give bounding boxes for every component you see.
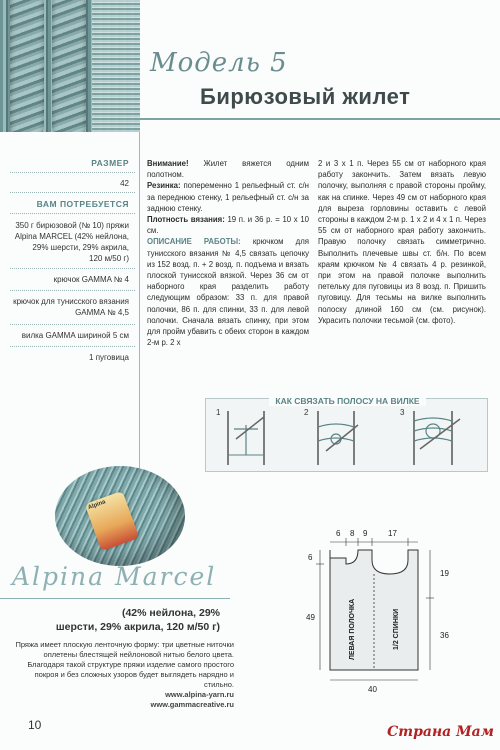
material-tunisian-hook: крючок для тунисского вязания GAMMA № 4,5 [13, 297, 129, 317]
yarn-urls [40, 690, 234, 710]
fork-step-1 [228, 411, 264, 465]
step-number-2: 2 [304, 408, 309, 417]
piece-right-label: 1/2 СПИНКИ [393, 608, 400, 650]
dim-bottom: 40 [368, 685, 377, 694]
yarn-brand-name: Alpina Marcel [12, 562, 217, 591]
dim-left-main: 49 [306, 613, 315, 622]
dim-right-main: 36 [440, 631, 449, 640]
yarn-composition: (42% нейлона, 29% шерсти, 29% акрила, 120 м/50 г) [55, 607, 220, 633]
material-fork: вилка GAMMA шириной 5 см [21, 331, 129, 340]
dim-top-2: 8 [350, 529, 355, 538]
size-heading: РАЗМЕР [91, 158, 129, 168]
page-number: 10 [28, 718, 42, 732]
step-number-3: 3 [400, 408, 405, 417]
site-watermark: Страна Мам [387, 724, 494, 740]
howto-title: КАК СВЯЗАТЬ ПОЛОСУ НА ВИЛКЕ [206, 391, 489, 409]
instructions-column-2: 2 и 3 х 1 п. Через 55 см от наборного края работу закончить. Затем вязать левую полочку, выполняя с правой стороны пройму, как на спинке. Через 49 см от наборного края для выреза горловины оставить с левой стороны в каждом 2-м р. 1 х 2 и 4 х 1 п. Через 55 см от наборного края работу закончить. Правую полочку связать симметрично. Выполнить плечевые швы ст. б/н. По всем краям крючком № 4 связать 4 р. резинкой, при этом на правой полочке выполнить петельку для пуговицы из 8 возд. п. Пришить пуговицу. Для тесьмы на вилке выполнить полоску длиной 160 см (см. рисунок). Украсить полочки тесьмой (см. фото). [318, 159, 486, 325]
instructions-column-1: Внимание! Жилет вяжется одним полотном. Резинка: попеременно 1 рельефный ст. с/н за переднюю стенку, 1 рельефный ст. с/н за заднюю стенку. Плотность вязания: 19 п. и 36 р. = 10 х 10 см. ОПИСАНИЕ РАБОТЫ: крючком для тунисского вязания № 4,5 связать цепочку из 152 возд. п. + 2 возд. п. подъема и вязать плоской тунисской вязкой. Через 36 см от наборного края разделить работу следующим образом: 33 п. для правой полочки, 86 п. для спинки, 33 п. для левой полочки. Сначала вязать спинку, при этом для пройм убавить с обеих сторон в каждом 2-м р. 2 х [147, 159, 309, 348]
knit-fabric-photo [0, 0, 140, 132]
step-number-1: 1 [216, 408, 221, 417]
piece-left-label: ЛЕВАЯ ПОЛОЧКА [349, 598, 356, 660]
brand-divider [0, 598, 230, 599]
size-value: 42 [120, 179, 129, 188]
fork-step-2 [318, 411, 358, 465]
dim-top-4: 17 [388, 529, 397, 538]
material-yarn: 350 г бирюзовой (№ 10) пряжи Alpina MARCEL (42% нейлона, 29% шерсти, 29% акрила, 120 м/50 г) [14, 221, 129, 263]
fork-step-3 [414, 411, 460, 465]
dim-top-3: 9 [363, 529, 368, 538]
material-hook: крючок GAMMA № 4 [53, 275, 129, 284]
vest-schematic [290, 520, 480, 710]
fork-strip-howto-box [205, 398, 488, 472]
dim-right-top: 19 [440, 569, 449, 578]
yarn-label: Alpina [85, 491, 140, 552]
fork-steps-illustration [206, 399, 489, 473]
dim-left-top: 6 [308, 553, 313, 562]
page-title: Бирюзовый жилет [200, 84, 411, 109]
dim-top-1: 6 [336, 529, 341, 538]
model-number-title: Модель 5 [150, 48, 288, 78]
material-button: 1 пуговица [89, 353, 129, 362]
url-alpina[interactable]: www.alpina-yarn.ru [165, 690, 234, 699]
title-divider [140, 118, 500, 120]
materials-heading: ВАМ ПОТРЕБУЕТСЯ [36, 199, 129, 209]
yarn-description: Пряжа имеет плоскую ленточную форму: три цветные ниточки оплетены блестящей нейлоновой нитью белого цвета. Благодаря такой структуре пряжи изделие самого простого покроя и без сложных узоров будет выглядеть нарядно и стильно. [15, 640, 234, 689]
url-gamma[interactable]: www.gammacreative.ru [150, 700, 234, 709]
